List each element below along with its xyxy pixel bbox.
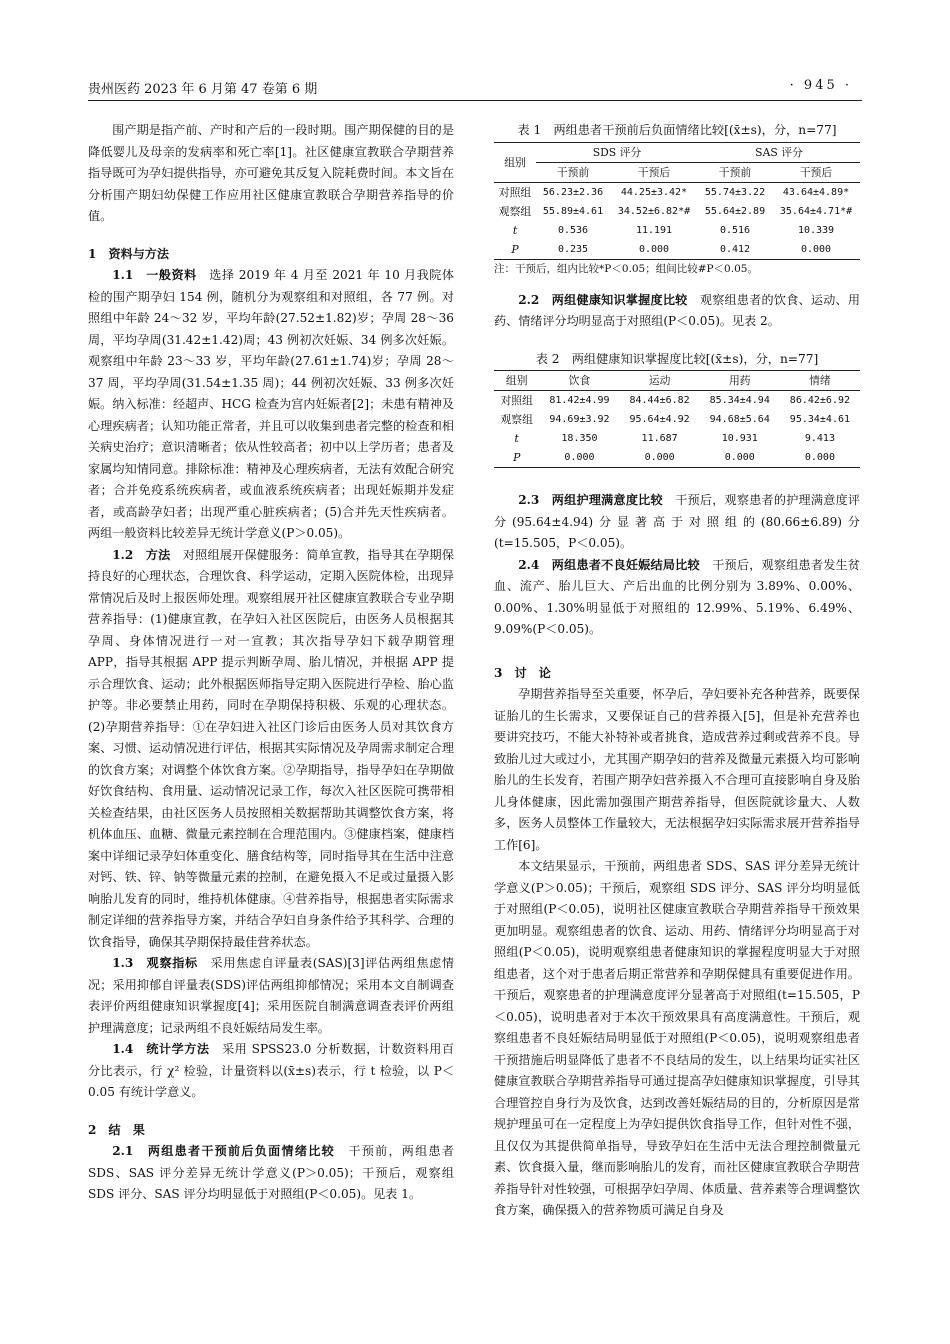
intro-paragraph: 围产期是指产前、产时和产后的一段时期。围产期保健的目的是降低婴儿及母亲的发病率和死亡率[1]。社区健康宣教联合孕期营养指导既可为孕妇提供指导，亦可避免其反复入院耗费时间。本文旨在分析围产期妇幼保健工作应用社区健康宣教联合孕期营养指导的价值。 [88,123,454,223]
table-2-row-label: P [494,448,539,468]
table-1-note: 注：干预后，组内比较*P＜0.05；组间比较#P＜0.05。 [494,262,758,275]
table-cell: 0.000 [610,240,698,260]
header-rule [88,100,862,101]
table-1-subheader: 干预前 [698,162,772,182]
right-column [494,120,860,1222]
table-2-header: 用药 [700,371,780,391]
section-1-1 [88,265,454,545]
table-2-row [494,448,860,468]
table-cell: 84.44±6.82 [629,395,690,406]
section-3-heading: 3 讨 论 [494,665,551,680]
table-1-row-label: 观察组 [498,204,532,218]
discussion-paragraph-2: 本文结果显示，干预前，两组患者 SDS、SAS 评分差异无统计学意义(P＞0.05)；干预后，观察组 SDS 评分、SAS 评分均明显低于对照组(P＜0.05)，说明社区健康宣教联合孕期营养指导干预效果更加明显。观察组患者的饮食、运动、用药、情绪评分均明显高于对照组(P＜0.05)，说明观察组患者健康知识的掌握程度明显大于对照组患者，这个对于患者后期正常营养和孕期保健具有重要促进作用。干预后，观察患者的护理满意度评分显著高于对照组(t=15.505，P＜0.05)，说明患者对于本次干预效果具有高度满意性。干预后，观察组患者不良妊娠结局明显低于对照组(P＜0.05)，说明观察组患者干预措施后明显降低了患者不不良结局的发生，以上结果均证实社区健康宣教联合孕期营养指导可通过提高孕妇健康知识掌握度，引导其合理管控自身行为及饮食，达到改善妊娠结局的目的，分析原因是常规护理虽可在一定程度上为孕妇提供饮食指导工作，但针对性不强，且仅仅为其提供简单指导，导致孕妇在生活中无法合理控制微量元素、饮食摄入量，继而影响胎儿的发育，而社区健康宣教联合孕期营养指导针对性较强，可根据孕妇孕周、体质量、营养素等合理调整饮食方案，确保摄入的营养物质可满足自身及 [494,859,860,1217]
table-2 [494,370,860,468]
table-cell: 9.413 [804,433,835,444]
table-1-subheader: 干预前 [536,162,610,182]
table-2-row-label: 对照组 [500,394,533,407]
table-cell: 86.42±6.92 [789,395,851,406]
table-cell: 0.412 [698,240,772,260]
table-1-row-label: t [512,223,518,237]
section-1-3 [88,953,454,1039]
page-number: · 945 · [789,78,852,93]
section-2-2 [494,290,860,333]
table-2-row [494,391,860,411]
table-2-caption: 表 2 两组健康知识掌握度比较[(x̄±s)，分，n=77] [535,351,819,366]
table-cell: 34.52±6.82*# [617,205,691,217]
section-2-1-title: 2.1 两组患者干预前后负面情绪比较 [112,1144,349,1158]
table-1-row-label: P [494,240,536,260]
section-2-1 [88,1141,454,1206]
table-2-row-label: 观察组 [500,413,533,426]
table-2-row-label: t [514,432,519,445]
table-cell: 0.516 [719,224,751,236]
table-cell: 0.000 [620,448,700,468]
table-1-row [494,182,860,202]
table-1-row [494,240,860,260]
section-2-1-text: 干预前，两组患者 SDS、SAS 评分差异无统计学意义(P＞0.05)；干预后，观察组 SDS 评分、SAS 评分均明显低于对照组(P＜0.05)。见表 1。 [88,1144,454,1201]
table-cell: 85.34±4.94 [709,395,770,406]
section-1-2-text: 对照组展开保健服务：简单宣教，指导其在孕期保持良好的心理状态，合理饮食、科学运动，定期入医院体检，出现异常情况后及时上报医师处理。观察组展开社区健康宣教联合专业孕期营养指导：(1)健康宣教，在孕妇入社区医院后，由医务人员根据其孕周、身体情况进行一对一宣教；其次指导孕妇下载孕期管理 APP，指导其根据 APP 提示判断孕周、胎儿情况，并根据 APP 提示合理饮食、运动；此外根据医师指导定期入医院进行孕检、胎心监护等。非必要禁止用药，同时在孕期保持积极、乐观的心理状态。(2)孕期营养指导：①在孕妇进入社区门诊后由医务人员对其饮食方案、习惯、运动情况进行评估，根据其实际情况及孕周需求制定合理的饮食方案；对调整个体饮食方案。②孕期指导，指导孕妇在孕期做好饮食结构、食用量、运动情况记录工作，每次入社区医院可携带相关检查结果，由社区医务人员按照相关数据帮助其调整饮食方案，将机体血压、血糖、微量元素控制在合理范围内。③健康档案，健康档案中详细记录孕妇体重变化、膳食结构等，同时指导其在生活中注意对钙、铁、锌、钠等微量元素的控制，在避免摄入不足或过量摄入影响胎儿发育的同时，维持机体健康。④营养指导，根据患者实际需求制定详细的营养指导方案，并结合孕妇自身条件给予其科学、合理的饮食指导，确保其孕期保持最佳营养状态。 [88,547,454,949]
section-2-3-text: 干预后，观察患者的护理满意度评分(95.64±4.94)分显著高于对照组的(80.66±6.89)分(t=15.505，P＜0.05)。 [494,493,860,550]
section-1-3-title: 1.3 观察指标 [112,956,211,970]
table-cell: 55.64±2.89 [704,205,766,217]
section-1-1-title: 1.1 一般资料 [112,268,210,282]
table-1-header-sds: SDS 评分 [536,142,698,162]
table-2-header: 情绪 [780,371,860,391]
table-cell: 35.64±4.71*# [779,205,853,217]
table-cell: 95.34±4.61 [789,414,851,425]
section-1-2 [88,545,454,954]
section-1-4-title: 1.4 统计学方法 [112,1042,223,1056]
table-1-header-group: 组别 [494,142,536,182]
section-2-heading: 2 结 果 [88,1122,145,1137]
section-1-3-text: 采用焦虑自评量表(SAS)[3]评估两组焦虑情况；采用抑郁自评量表(SDS)评估两组抑郁情况；采用本文自制调查表评价两组健康知识掌握度[4]；采用医院自制满意调查表评价两组护理满意度；记录两组不良妊娠结局发生率。 [88,956,454,1035]
table-cell: 55.89±4.61 [542,205,604,217]
section-1-4-text: 采用 SPSS23.0 分析数据，计数资料用百分比表示，行 χ² 检验，计量资料以(x̄±s)表示，行 t 检验，以 P＜0.05 有统计学意义。 [88,1042,454,1099]
section-2-4 [494,555,860,641]
left-column [88,120,454,1206]
section-2-4-title: 2.4 两组患者不良妊娠结局比较 [518,557,713,572]
table-cell: 95.64±4.92 [629,414,690,425]
table-1-row-label: 对照组 [498,185,532,199]
section-2-3 [494,490,860,555]
table-1-header-sas: SAS 评分 [698,142,860,162]
section-1-2-title: 1.2 方法 [112,547,183,562]
table-1-subheader: 干预后 [610,162,698,182]
table-1-subheader: 干预后 [772,162,860,182]
table-cell: 10.339 [797,224,835,236]
section-1-4 [88,1039,454,1104]
table-cell: 10.931 [721,433,758,444]
table-cell: 56.23±2.36 [542,186,604,198]
table-cell: 43.64±4.89* [782,186,850,198]
section-2-2-title: 2.2 两组健康知识掌握度比较 [518,292,700,307]
section-1-1-text: 选择 2019 年 4 月至 2021 年 10 月我院体检的围产期孕妇 154 例，随机分为观察组和对照组，各 77 例。对照组中年龄 24～32 岁，平均年龄(27.52±1.82)岁；孕周 28～36 周，平均孕周(31.42±1.42)周；43 例初次妊娠、34 例多次妊娠。观察组中年龄 23～33 岁，平均年龄(27.61±1.74)岁；孕周 28～37 周，平均孕周(31.54±1.35 周)；44 例初次妊娠、33 例多次妊娠。纳入标准：经超声、HCG 检查为宫内妊娠者[2]；未患有精神及心理疾病者；认知功能正常者，并且可以收集到患者完整的检查和相关病史治疗；意识清晰者；依从性较高者；初中以上学历者；患者及家属均知情同意。排除标准：精神及心理疾病者，无法有效配合研究者；合并免疫系统疾病者，或血液系统疾病者；出现妊娠期并发症者，或高龄孕妇者；出现严重心脏疾病者；(5)合并先天性疾病者。两组一般资料比较差异无统计学意义(P＞0.05)。 [88,268,454,540]
section-2-2-text: 观察组患者的饮食、运动、用药、情绪评分均明显高于对照组(P＜0.05)。见表 2。 [494,292,860,328]
table-cell: 0.536 [557,224,589,236]
journal-header: 贵州医药 2023 年 6 月第 47 卷第 6 期 [88,82,318,97]
table-cell: 81.42±4.99 [549,395,610,406]
table-cell: 11.191 [635,224,673,236]
table-2-row [494,410,860,429]
discussion-paragraph-1: 孕期营养指导至关重要，怀孕后，孕妇要补充各种营养，既要保证胎儿的生长需求，又要保证自己的营养摄入[5]，但是补充营养也要讲究技巧，不能大补特补或者挑食，造成营养过剩或营养不良。导致胎儿过大或过小，尤其围产期孕妇的营养及微量元素摄入均可影响胎儿的生长发育，若围产期孕妇营养摄入不合理可直接影响自身及胎儿身体健康，因此需加强围产期营养指导，但医院就诊量大、人数多，医务人员整体工作量较大，无法根据孕妇实际需求展开营养指导工作[6]。 [494,687,860,852]
table-cell: 0.235 [536,240,610,260]
section-2-3-title: 2.3 两组护理满意度比较 [518,493,676,507]
table-cell: 0.000 [780,448,860,468]
table-cell: 0.000 [539,448,619,468]
table-cell: 0.000 [700,448,780,468]
table-cell: 94.69±3.92 [549,414,610,425]
table-cell: 18.350 [561,433,598,444]
table-2-header: 组别 [494,371,539,391]
table-1-row [494,202,860,221]
table-1-row [494,221,860,240]
section-2-4-text: 干预后，观察组患者发生贫血、流产、胎儿巨大、产后出血的比例分别为 3.89%、0.00%、0.00%、1.30%明显低于对照组的 12.99%、5.19%、6.49%、9.09%(P＜0.05)。 [494,557,860,636]
table-cell: 55.74±3.22 [704,186,766,198]
table-1 [494,142,860,260]
table-2-header: 运动 [620,371,700,391]
table-2-header: 饮食 [539,371,619,391]
section-1-heading: 1 资料与方法 [88,246,169,261]
table-cell: 94.68±5.64 [709,414,770,425]
table-1-caption: 表 1 两组患者干预前后负面情绪比较[(x̄±s)，分，n=77] [517,123,837,137]
table-cell: 44.25±3.42* [620,186,688,198]
table-2-row [494,429,860,448]
table-cell: 11.687 [641,433,678,444]
table-cell: 0.000 [772,240,860,260]
